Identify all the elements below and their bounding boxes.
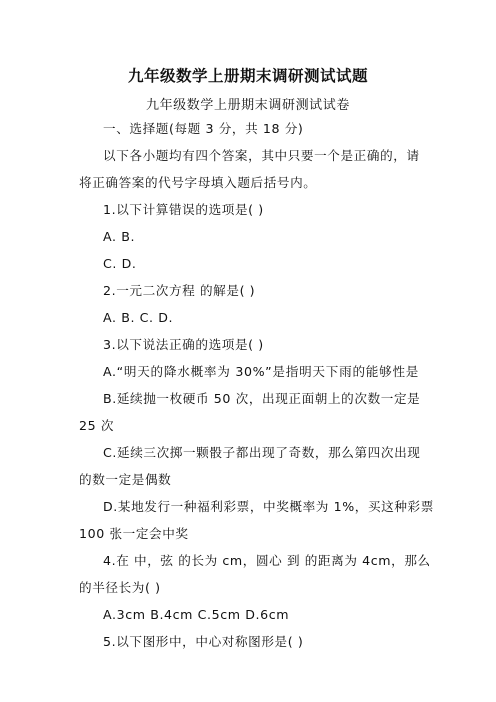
question-3-option-c: C.延续三次掷一颗骰子都出现了奇数，那么第四次出现	[103, 445, 421, 460]
question-1-options-ab: A. B.	[103, 229, 136, 244]
question-1-options-cd: C. D.	[103, 256, 137, 271]
document-title: 九年级数学上册期末调研测试试题	[127, 67, 368, 85]
question-3-option-b-cont: 25 次	[79, 418, 115, 433]
question-3: 3.以下说法正确的选项是( )	[103, 337, 264, 352]
question-2-options: A. B. C. D.	[103, 310, 174, 325]
question-1: 1.以下计算错误的选项是( )	[103, 202, 264, 217]
question-3-option-c-cont: 的数一定是偶数	[79, 472, 172, 487]
question-4: 4.在 中，弦 的长为 cm，圆心 到 的距离为 4cm，那么	[103, 553, 431, 568]
question-3-option-d: D.某地发行一种福利彩票，中奖概率为 1%，买这种彩票	[103, 499, 434, 514]
question-3-option-d-cont: 100 张一定会中奖	[79, 526, 189, 541]
question-3-option-b: B.延续抛一枚硬币 50 次，出现正面朝上的次数一定是	[103, 391, 421, 406]
question-2: 2.一元二次方程 的解是( )	[103, 283, 256, 298]
question-5: 5.以下图形中，中心对称图形是( )	[103, 634, 304, 649]
section-heading: 一、选择题(每题 3 分，共 18 分)	[103, 121, 304, 136]
instruction-line-2: 将正确答案的代号字母填入题后括号内。	[79, 175, 317, 190]
instruction-line-1: 以下各小题均有四个答案，其中只要一个是正确的，请	[103, 148, 420, 163]
question-4-options: A.3cm B.4cm C.5cm D.6cm	[103, 607, 290, 622]
question-4-cont: 的半径长为( )	[79, 580, 161, 595]
question-3-option-a: A.“明天的降水概率为 30%”是指明天下雨的能够性是	[103, 364, 419, 379]
document-subtitle: 九年级数学上册期末调研测试试卷	[145, 98, 350, 113]
